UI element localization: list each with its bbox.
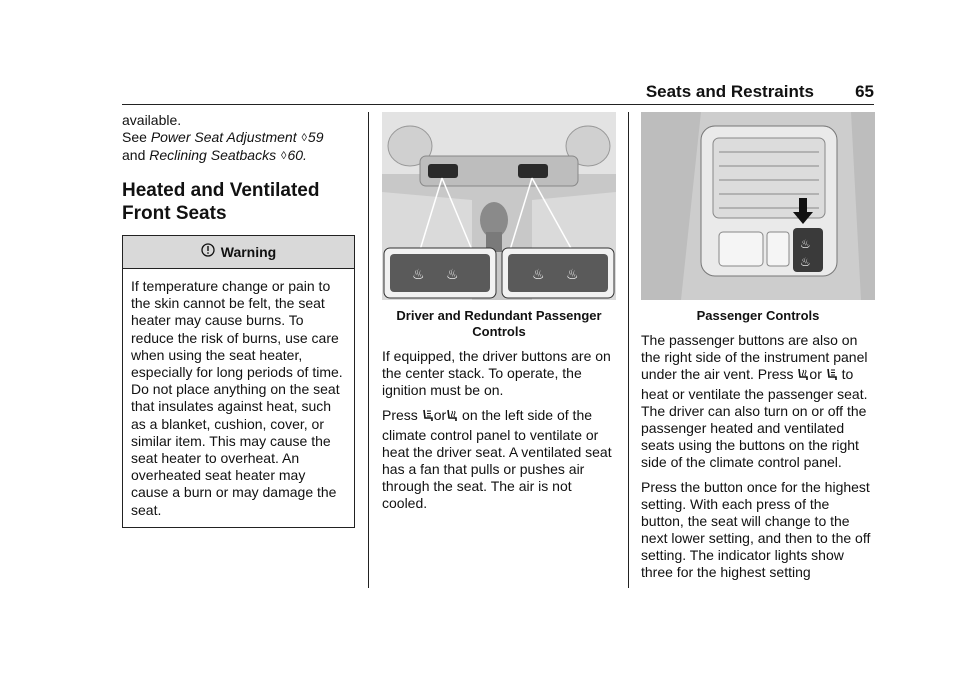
- column-divider-1: [368, 112, 369, 588]
- figure-caption-passenger: Passenger Controls: [696, 308, 820, 323]
- paragraph-passenger-2: Press the button once for the highest setting. With each press of the button, the seat will change to the next lower setting, and then to the off setting. The indicator lights show three for the highest setting: [641, 479, 871, 580]
- column-2: [382, 112, 616, 520]
- heated-seat-icon: [797, 368, 809, 386]
- column-1: [122, 112, 355, 528]
- ventilated-seat-icon: [422, 409, 434, 427]
- see-label: See: [122, 129, 147, 145]
- warning-header: [123, 236, 354, 269]
- column-divider-2: [628, 112, 629, 588]
- svg-text:♨: ♨: [446, 267, 459, 283]
- xref-page-60[interactable]: 60.: [287, 147, 307, 163]
- svg-text:♨: ♨: [412, 267, 425, 283]
- svg-text:♨: ♨: [566, 267, 579, 283]
- book-page-ref-icon: ◊: [301, 132, 307, 144]
- passenger-instructions-a: The passenger buttons are also on the right side of the instrument panel under the air vent. Press: [641, 332, 868, 382]
- warning-title: Warning: [220, 243, 277, 260]
- intro-text: available.: [122, 112, 182, 128]
- page-number: 65: [855, 82, 874, 101]
- see-also-block: [122, 112, 355, 165]
- heading-line-1: Heated and Ventilated: [122, 180, 320, 201]
- warning-box: [122, 235, 355, 528]
- heading-line-2: Front Seats: [122, 203, 227, 224]
- xref-link-power-seat[interactable]: Power Seat Adjustment: [150, 129, 297, 145]
- book-page-ref-icon: ◊: [281, 150, 287, 162]
- section-heading: [122, 179, 355, 225]
- and-label: and: [122, 147, 146, 163]
- driver-instructions: on the left side of the climate control panel to ventilate or heat the driver seat. A ventilated seat has a fan that pulls or pushes air through the seat. The air is not cooled.: [382, 407, 612, 511]
- xref-page-59[interactable]: 59: [307, 129, 324, 145]
- heated-seat-icon: [446, 409, 458, 427]
- or-label: or: [809, 366, 822, 382]
- passenger-instructions-b: to heat or ventilate the passenger seat. The driver can also turn on or off the passenger heated and ventilated seats using the buttons on the right side of the climate control panel.: [641, 366, 868, 470]
- paragraph-passenger-1: [641, 332, 875, 471]
- paragraph-driver-1: If equipped, the driver buttons are on the center stack. To operate, the ignition must be on.: [382, 348, 611, 398]
- driver-controls-illustration: [382, 112, 616, 300]
- svg-text:♨: ♨: [532, 267, 545, 283]
- figure-caption-driver: Driver and Redundant Passenger Controls: [396, 308, 602, 339]
- or-label: or: [433, 407, 447, 423]
- xref-link-reclining[interactable]: Reclining Seatbacks: [149, 147, 277, 163]
- paragraph-driver-2: [382, 407, 616, 512]
- column-3: [641, 112, 875, 589]
- svg-text:♨: ♨: [800, 255, 811, 269]
- ventilated-seat-icon: [826, 368, 838, 386]
- warning-icon: [201, 243, 215, 261]
- warning-text: If temperature change or pain to the skin cannot be felt, the seat heater may cause burns. To reduce the risk of burns, use care when using the seat heater, especially for long periods of time. Do not place anything on the seat that insulates against heat, such as a blanket, cushion, cover, or similar item. This may cause the seat heater to overheat. An overheated seat heater may cause a burn or may damage the seat.: [131, 278, 343, 518]
- section-title: Seats and Restraints: [645, 82, 814, 101]
- page-header: [122, 80, 874, 105]
- svg-text:♨: ♨: [800, 237, 811, 251]
- press-label: Press: [382, 407, 418, 423]
- passenger-controls-illustration: [641, 112, 875, 300]
